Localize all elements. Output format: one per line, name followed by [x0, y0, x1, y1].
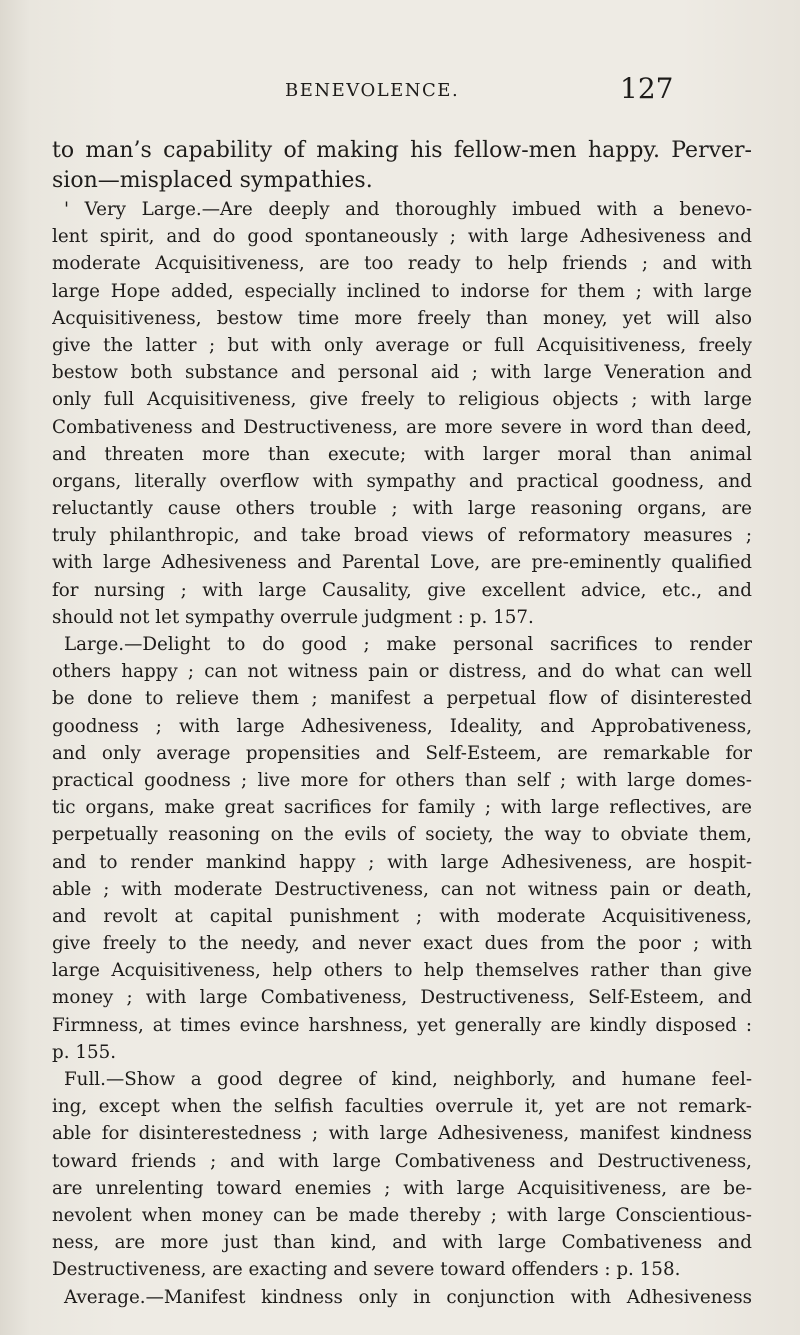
- text-line: truly philanthropic, and take broad views of reformatory measures ;: [52, 525, 752, 547]
- text-line: organs, literally overflow with sympathy and practical goodness, and: [52, 470, 752, 492]
- text-line: be done to relieve them ; manifest a perpetual flow of disinterested: [52, 688, 752, 710]
- text-line: ness, are more just than kind, and with large Combativeness and: [52, 1232, 752, 1254]
- text-line: and revolt at capital punishment ; with moderate Acquisitiveness,: [52, 905, 752, 927]
- text-line: sion—misplaced sympathies.: [52, 168, 373, 193]
- text-line: large Hope added, especially inclined to indorse for them ; with large: [52, 280, 752, 302]
- text-line: toward friends ; and with large Combativeness and Destructiveness,: [52, 1150, 752, 1172]
- text-line: reluctantly cause others trouble ; with large reasoning organs, are: [52, 498, 752, 520]
- text-line: large Acquisitiveness, help others to help themselves rather than give: [52, 960, 752, 982]
- text-line-very-large: ' Very Large.—Are deeply and thoroughly imbued with a benevo-: [64, 199, 752, 220]
- text-line-average: Average.—Manifest kindness only in conjunction with Adhesiveness: [64, 1286, 752, 1308]
- running-head: BENEVOLENCE.: [285, 80, 460, 101]
- text-line: should not let sympathy overrule judgment : p. 157.: [52, 606, 534, 628]
- text-line: only full Acquisitiveness, give freely to religious objects ; with large: [52, 389, 752, 411]
- text-line: to man’s capability of making his fellow-men happy. Perver-: [52, 138, 752, 163]
- text-line: give the latter ; but with only average or full Acquisitiveness, freely: [52, 334, 752, 356]
- text-line: p. 155.: [52, 1041, 117, 1063]
- text-line: able ; with moderate Destructiveness, can not witness pain or death,: [52, 878, 752, 900]
- text-line: Acquisitiveness, bestow time more freely than money, yet will also: [52, 307, 752, 329]
- text-line: nevolent when money can be made thereby ; with large Conscientious-: [52, 1204, 752, 1226]
- body-text: [52, 136, 752, 1311]
- page-number: 127: [620, 72, 674, 105]
- text-line: ing, except when the selfish faculties overrule it, yet are not remark-: [52, 1096, 752, 1118]
- text-line: give freely to the needy, and never exact dues from the poor ; with: [52, 933, 752, 955]
- text-line: Combativeness and Destructiveness, are more severe in word than deed,: [52, 416, 752, 438]
- text-line: lent spirit, and do good spontaneously ; with large Adhesiveness and: [52, 226, 752, 248]
- text-line: perpetually reasoning on the evils of society, the way to obviate them,: [52, 824, 752, 846]
- text-line: with large Adhesiveness and Parental Love, are pre-eminently qualified: [52, 552, 752, 574]
- text-line: tic organs, make great sacrifices for family ; with large reflectives, are: [52, 797, 752, 819]
- text-line: bestow both substance and personal aid ; with large Veneration and: [52, 362, 752, 384]
- text-line: able for disinterestedness ; with large Adhesiveness, manifest kindness: [52, 1123, 752, 1145]
- text-line: practical goodness ; live more for others than self ; with large domes-: [52, 769, 752, 791]
- text-line: Destructiveness, are exacting and severe toward offenders : p. 158.: [52, 1259, 681, 1281]
- text-line-full: Full.—Show a good degree of kind, neighborly, and humane feel-: [64, 1069, 752, 1090]
- text-line: and threaten more than execute; with larger moral than animal: [52, 443, 752, 465]
- text-line: money ; with large Combativeness, Destructiveness, Self-Esteem, and: [52, 987, 752, 1009]
- text-line: others happy ; can not witness pain or distress, and do what can well: [52, 661, 752, 683]
- text-line-large: Large.—Delight to do good ; make personal sacrifices to render: [64, 634, 752, 655]
- text-line: and only average propensities and Self-Esteem, are remarkable for: [52, 742, 752, 764]
- text-line: Firmness, at times evince harshness, yet generally are kindly disposed :: [52, 1014, 752, 1036]
- page-header: [0, 72, 800, 116]
- text-line: are unrelenting toward enemies ; with large Acquisitiveness, are be-: [52, 1177, 752, 1199]
- text-line: moderate Acquisitiveness, are too ready to help friends ; and with: [52, 253, 752, 275]
- text-line: goodness ; with large Adhesiveness, Ideality, and Approbativeness,: [52, 715, 752, 737]
- text-line: and to render mankind happy ; with large Adhesiveness, are hospit-: [52, 851, 752, 873]
- text-line: for nursing ; with large Causality, give excellent advice, etc., and: [52, 579, 752, 601]
